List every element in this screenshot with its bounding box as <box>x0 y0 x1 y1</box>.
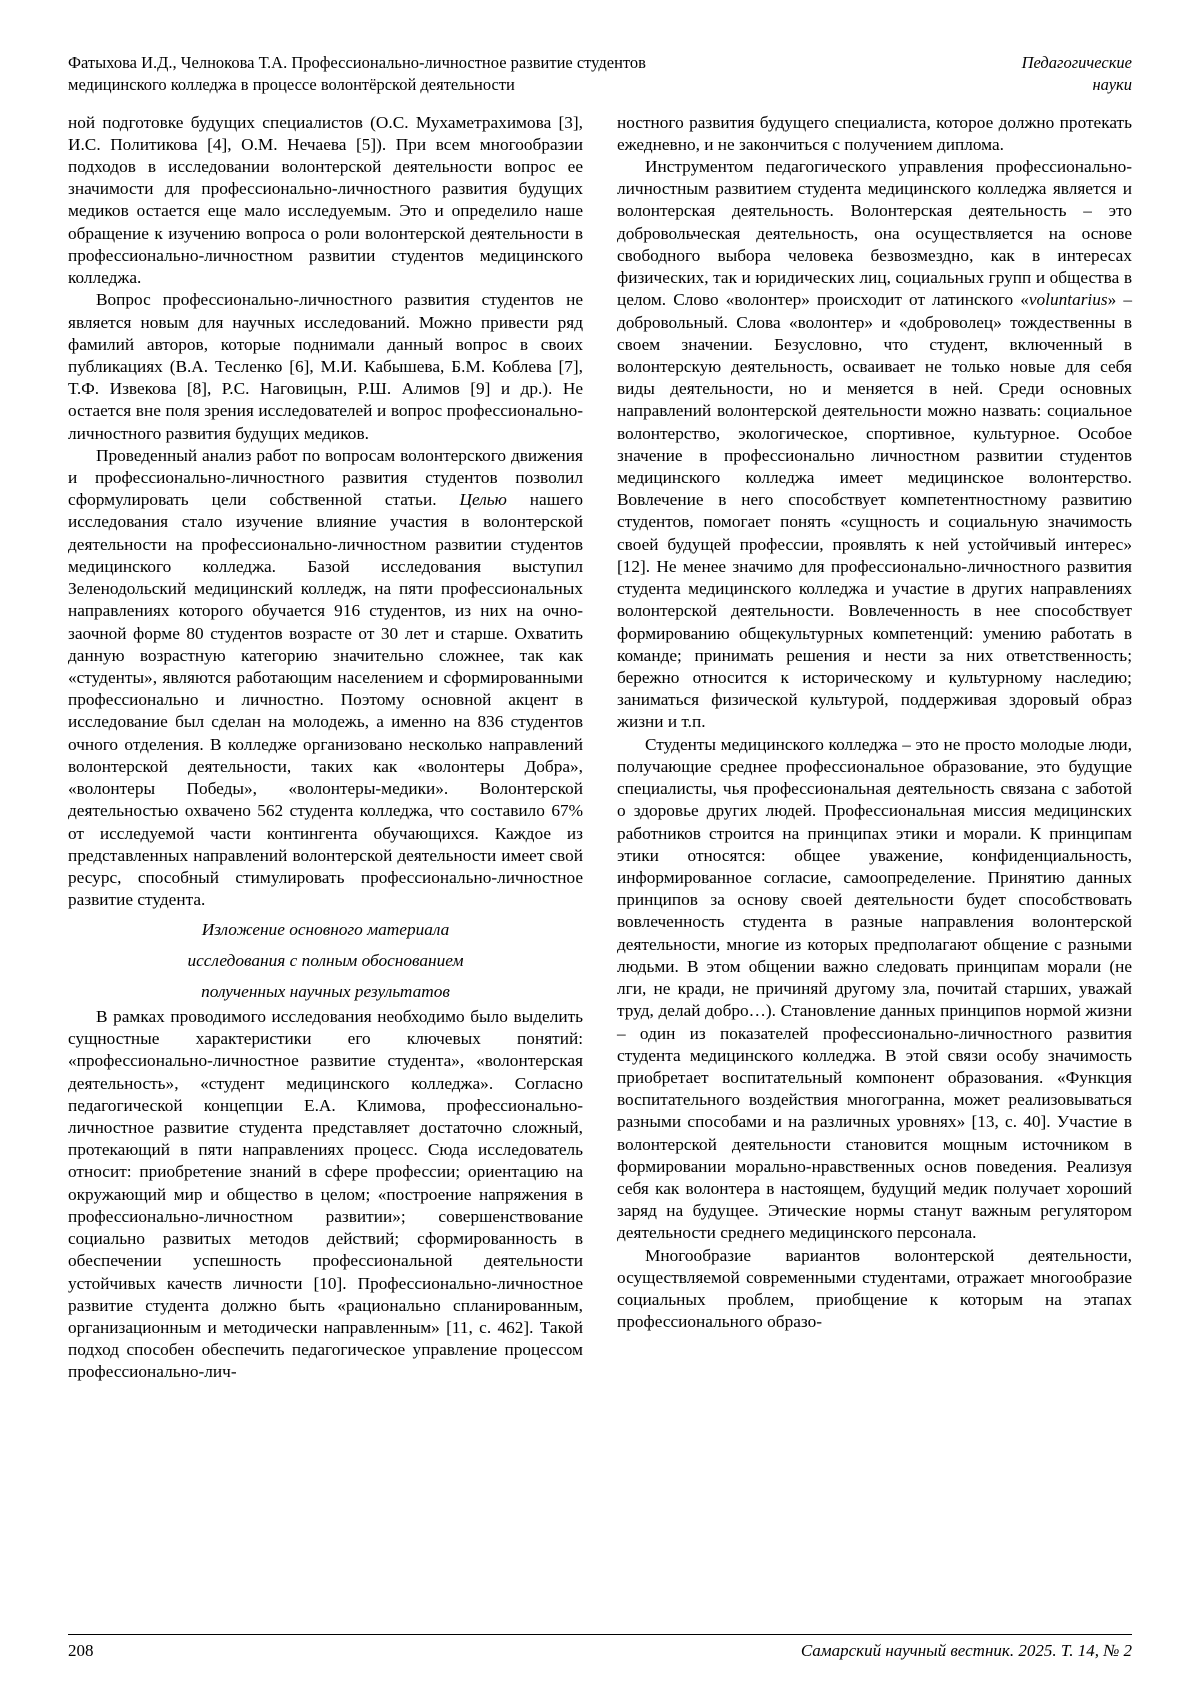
paragraph: Вопрос профессионально-личностного развития студентов не является новым для научных исследований. Можно привести ряд фамилий авторов, которые поднимали данный вопрос в своих публикациях (В.А. Тесленко [6], М.И. Кабышева, Б.М. Коблева [7], Т.Ф. Извекова [8], Р.С. Наговицын, Р.Ш. Алимов [9] и др.). Не остается вне поля зрения исследователей и вопрос профессионально-личностного развития будущих медиков. <box>68 290 583 443</box>
paragraph-text: нашего исследования стало изучение влияние участия в волонтерской деятельности на профессионально-личностном развитии студентов медицинского колледжа. Базой исследования выступил Зеленодольский медицинский колледж, на пяти профессиональных направлениях которого обучается 916 студентов, из них на очно-заочной форме 80 студентов возрасте от 30 лет и старше. Охватить данную возрастную категорию значительно сложнее, так как «студенты», являются работающим населением и сформированными профессионально и личностно. Поэтому основной акцент в исследование был сделан на молодежь, а именно на 836 студентов очного отделения. В колледже организовано несколько направлений волонтерской деятельности, таких как «волонтеры Добра», «волонтеры Победы», «волонтеры-медики». Волонтерской деятельностью охвачено 562 студента колледжа, что составило 67% от исследуемой части контингента обучающихся. Каждое из представленных направлений волонтерской деятельности имеет свой ресурс, способный стимулировать профессионально-личностное развитие студента. <box>68 490 583 910</box>
paragraph-text: Проведенный анализ работ по вопросам волонтерского движения и профессионально-личностного развития студентов позволил сформулировать цели собственной статьи. <box>68 445 583 510</box>
running-head-line-2: медицинского колледжа в процессе волонтёрской деятельности <box>68 74 515 94</box>
running-head-section-line-2: науки <box>1092 74 1132 94</box>
left-column <box>68 112 583 1537</box>
right-column <box>617 112 1132 1537</box>
paragraph: ной подготовке будущих специалистов (О.С. Мухаметрахимова [3], И.С. Политикова [4], О.М. Нечаева [5]). При всем многообразии подходов в исследовании волонтерской деятельности вопрос ее значимости для профессионально-личностного развития будущих медиков остается еще мало исследуемым. Это и определило наше обращение к изучению вопроса о роли волонтерской деятельности в профессионально-личностном развитии студентов медицинского колледжа. <box>68 112 583 288</box>
paragraph: ностного развития будущего специалиста, которое должно протекать ежедневно, и не закончиться с получением диплома. <box>617 112 1132 154</box>
body-columns <box>68 112 1132 1537</box>
page-number: 208 <box>68 1641 94 1660</box>
section-subheading-line-1: Изложение основного материала <box>201 920 450 940</box>
page-footer <box>68 1634 1132 1661</box>
paragraph: В рамках проводимого исследования необходимо было выделить сущностные характеристики его ключевых понятий: «профессионально-личностное развитие студента», «волонтерская деятельность», «студент медицинского колледжа». Согласно педагогической концепции Е.А. Климова, профессионально-личностное развитие студента представляет достаточно сложный, протекающий в пяти направлениях процесс. Сюда исследователь относит: приобретение знаний в сфере профессии; ориентацию на окружающий мир и общество в целом; «построение напряжения в профессионально-личностном развитии»; совершенствование социально развитых методов действий; сформированность в обеспечении успешность профессиональной деятельности устойчивых качеств личности [10]. Профессионально-личностное развитие студента должно быть «рационально спланированным, организационным и методически направленным» [11, с. 462]. Такой подход способен обеспечить педагогическое управление процессом профессионально-лич- <box>68 1006 583 1382</box>
section-subheading-line-2: исследования с полным обоснованием <box>187 951 464 971</box>
paragraph <box>68 445 583 912</box>
journal-citation: Самарский научный вестник. 2025. Т. 14, № 2 <box>800 1641 1132 1660</box>
paragraph-text: Инструментом педагогического управления профессионально-личностным развитием студента медицинского колледжа является и волонтерская деятельность. Волонтерская деятельность – это добровольческая деятельность, она осуществляется на основе свободного выбора человека безвозмездно, как в интересах физических, так и юридических лиц, социальных групп и общества в целом. Слово «волонтер» происходит от латинского « <box>617 156 1132 310</box>
running-head-authors <box>68 52 646 96</box>
paragraph: Многообразие вариантов волонтерской деятельности, осуществляемой современными студентами, отражает многообразие социальных проблем, приобщение к которым на этапах профессионального образо- <box>617 1245 1132 1332</box>
running-head-section <box>982 52 1132 96</box>
running-head <box>68 52 1132 96</box>
emphasis-term: Целью <box>459 490 507 510</box>
running-head-section-line-1: Педагогические <box>1021 53 1132 72</box>
paragraph: Студенты медицинского колледжа – это не просто молодые люди, получающие среднее профессиональное образование, это будущие специалисты, чья профессиональная деятельность связана с заботой о здоровье других людей. Профессиональная миссия медицинских работников строится на принципах этики и морали. К принципам этики относятся: общее уважение, конфиденциальность, информированное согласие, самоопределение. Принятию данных принципов за основу своей деятельности будет способствовать вовлеченность студента в разные направления волонтерской деятельности, многие из которых предполагают общение с разными людьми. В этом общении важно следовать принципам морали (не лги, не кради, не причиняй другому зла, почитай старших, уважай труд, делай добро…). Становление данных принципов нормой жизни – один из показателей профессионально-личностного развития студента медицинского колледжа. В этой связи особу значимость приобретает воспитательный компонент образования. «Функция воспитательного воздействия многогранна, может реализовываться разными способами и на различных уровнях» [13, с. 40]. Участие в волонтерской деятельности становится мощным источником в формировании морально-нравственных основ поведения. Реализуя себя как волонтера в настоящем, будущий медик получает хороший заряд на будущее. Этические нормы станут важным регулятором деятельности среднего медицинского персонала. <box>617 734 1132 1243</box>
paragraph <box>617 156 1132 734</box>
running-head-line-1: Фатыхова И.Д., Челнокова Т.А. Профессионально-личностное развитие студентов <box>68 53 646 72</box>
section-subheading-line-3: полученных научных результатов <box>201 982 450 1002</box>
latin-term: voluntarius <box>1028 290 1108 310</box>
paragraph-text: » – добровольный. Слова «волонтер» и «доброволец» тождественны в своем значении. Безусловно, что студент, включенный в волонтерскую деятельность, осваивает не только новые для себя виды деятельности, но и меняется в ней. Среди основных направлений волонтерской деятельности можно назвать: социальное волонтерство, экологическое, спортивное, культурное. Особое значение в профессионально личностном развитии студентов медицинского колледжа имеет медицинское волонтерство. Вовлечение в него способствует компетентностному развитию студентов, помогает понять «сущность и социальную значимость своей будущей профессии, проявлять к ней устойчивый интерес» [12]. Не менее значимо для профессионально-личностного развития студента медицинского колледжа и участие в других направлениях волонтерской деятельности. Вовлеченность в нее способствует формированию общекультурных компетенций: умению работать в команде; принимать решения и нести за них ответственность; бережно относится к историческому и культурному наследию; заниматься физической культурой, поддерживая здоровый образ жизни и т.п. <box>617 290 1132 732</box>
